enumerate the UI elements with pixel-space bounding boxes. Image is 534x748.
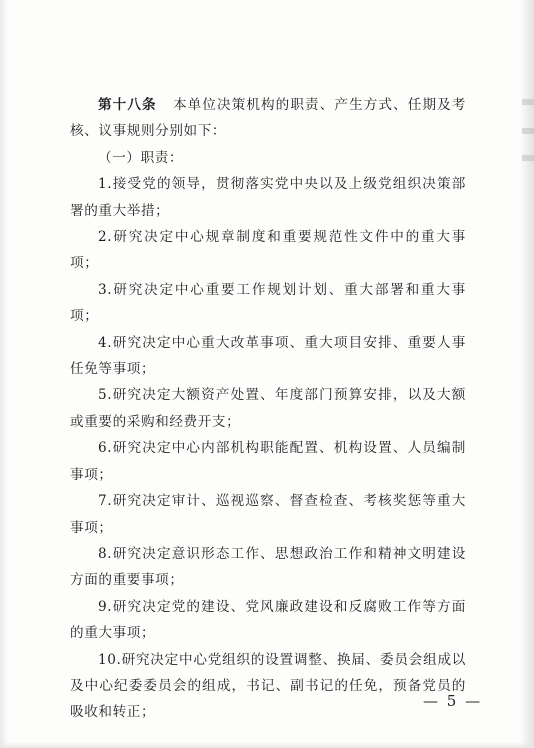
page-number: — 5 — [423,692,483,710]
article-intro-paragraph [70,92,466,145]
list-item: 9.研究决定党的建设、党风廉政建设和反腐败工作等方面的重大事项； [70,598,466,642]
list-item: 8.研究决定意识形态工作、思想政治工作和精神文明建设方面的重要事项； [70,545,466,589]
list-item: 7.研究决定审计、巡视巡察、督查检查、考核奖惩等重大事项； [70,493,466,536]
list-item: 10.研究决定中心党组织的设置调整、换届、委员会组成以及中心纪委委员会的组成，书记、副书记的任免，预备党员的吸收和转正； [70,651,466,721]
list-item: 6.研究决定中心内部机构职能配置、机构设置、人员编制事项； [70,440,466,483]
scan-edge-right [520,0,534,748]
bleed-mark [522,155,534,161]
article-intro: 本单位决策机构的职责、产生方式、任期及考核、议事规则分别如下： [70,97,467,140]
article-body [70,92,466,726]
subsection-title: （一）职责： [98,149,184,166]
article-heading: 第十八条 [98,97,157,113]
bleed-mark [522,99,534,105]
list-item: 2.研究决定中心规章制度和重要规范性文件中的重大事项； [70,229,466,272]
list-item: 3.研究决定中心重要工作规划计划、重大部署和重大事项； [70,281,466,325]
list-item: 1.接受党的领导，贯彻落实党中央以及上级党组织决策部署的重大举措； [70,176,466,219]
list-item: 5.研究决定大额资产处置、年度部门预算安排，以及大额或重要的采购和经费开支； [70,387,466,430]
list-item: 4.研究决定中心重大改革事项、重大项目安排、重要人事任免等事项； [70,334,466,378]
scan-edge-bottom [0,742,534,748]
scan-edge-left [0,0,8,748]
bleed-mark [522,128,534,134]
